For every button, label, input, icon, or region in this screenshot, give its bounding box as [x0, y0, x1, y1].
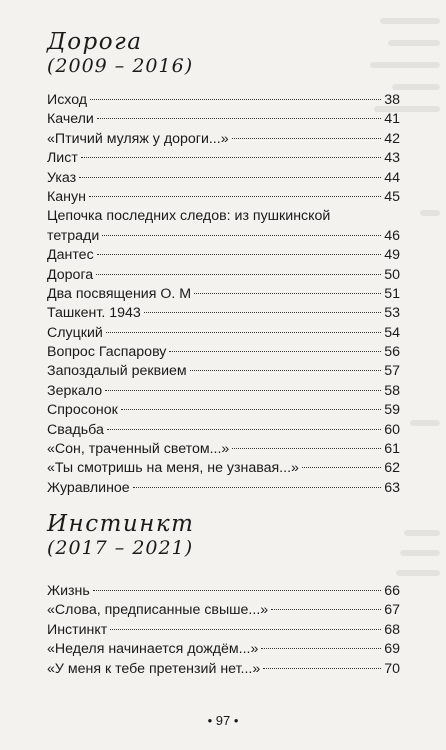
toc-entry[interactable]: [47, 149, 400, 168]
dot-leader: [97, 118, 381, 119]
entry-page: 41: [384, 111, 400, 128]
entry-page: 45: [384, 188, 400, 205]
toc-entry[interactable]: [47, 479, 400, 498]
toc-entry[interactable]: [47, 640, 400, 659]
entry-title: Дантес: [47, 247, 94, 264]
entry-page: 56: [384, 344, 400, 361]
entry-page: 44: [384, 169, 400, 186]
entry-page: 61: [384, 441, 400, 458]
section-years: (2017 – 2021): [47, 537, 194, 559]
dot-leader: [261, 648, 381, 649]
toc-entry[interactable]: [47, 440, 400, 459]
toc-list-instinkt: [47, 582, 400, 679]
entry-title: Дорога: [47, 266, 94, 283]
entry-page: 54: [384, 324, 400, 341]
entry-page: 58: [384, 382, 400, 399]
entry-title: Журавлиное: [47, 479, 130, 496]
entry-page: 67: [384, 602, 400, 619]
entry-title: «Сон, траченный светом...»: [47, 441, 230, 458]
dot-leader: [106, 332, 381, 333]
dot-leader: [93, 590, 381, 591]
section-heading-instinkt: [47, 512, 194, 559]
entry-title: Лист: [47, 150, 78, 167]
toc-entry[interactable]: [47, 304, 400, 323]
toc-entry[interactable]: [47, 582, 400, 601]
entry-page: 53: [384, 305, 400, 322]
dot-leader: [194, 293, 381, 294]
toc-entry[interactable]: [47, 266, 400, 285]
dot-leader: [144, 312, 381, 313]
entry-title: Исход: [47, 92, 88, 108]
dot-leader: [105, 390, 381, 391]
entry-title: Канун: [47, 188, 86, 205]
dot-leader: [89, 196, 381, 197]
entry-page: 66: [384, 583, 400, 599]
toc-entry[interactable]: [47, 207, 400, 246]
dot-leader: [110, 629, 381, 630]
dot-leader: [133, 487, 382, 488]
dot-leader: [263, 668, 381, 669]
entry-title: Жизнь: [47, 583, 90, 599]
entry-page: 42: [384, 130, 400, 147]
toc-entry[interactable]: [47, 362, 400, 381]
entry-title: Слуцкий: [47, 324, 103, 341]
toc-entry[interactable]: [47, 188, 400, 207]
entry-title: Зеркало: [47, 382, 103, 399]
dot-leader: [302, 467, 381, 468]
toc-entry[interactable]: [47, 285, 400, 304]
dot-leader: [232, 448, 381, 449]
dot-leader: [121, 409, 381, 410]
toc-entry[interactable]: [47, 401, 400, 420]
entry-page: 51: [384, 285, 400, 302]
entry-title-line1: Цепочка последних следов: из пушкинской: [47, 208, 331, 225]
dot-leader: [232, 138, 382, 139]
toc-entry[interactable]: [47, 246, 400, 265]
toc-entry[interactable]: [47, 343, 400, 362]
entry-title: Ташкент. 1943: [47, 305, 141, 322]
toc-entry[interactable]: [47, 130, 400, 149]
toc-entry[interactable]: [47, 324, 400, 343]
toc-entry[interactable]: [47, 169, 400, 188]
entry-title: Запоздалый реквием: [47, 363, 187, 380]
entry-title: Указ: [47, 169, 77, 186]
entry-page: 59: [384, 402, 400, 419]
toc-entry[interactable]: [47, 621, 400, 640]
section-title: Инстинкт: [47, 511, 195, 537]
entry-title: тетради: [47, 227, 100, 244]
dot-leader: [79, 177, 381, 178]
entry-title: Инстинкт: [47, 621, 108, 638]
entry-title: Два посвящения О. М: [47, 285, 192, 302]
entry-title: «У меня к тебе претензий нет...»: [47, 660, 261, 677]
entry-title: «Ты смотришь на меня, не узнавая...»: [47, 460, 299, 477]
entry-page: 68: [384, 621, 400, 638]
toc-entry[interactable]: [47, 382, 400, 401]
entry-page: 38: [384, 92, 400, 108]
entry-page: 70: [384, 660, 400, 677]
dot-leader: [271, 609, 381, 610]
dot-leader: [107, 429, 381, 430]
entry-title: «Птичий муляж у дороги...»: [47, 130, 229, 147]
entry-page: 69: [384, 641, 400, 658]
entry-page: 60: [384, 421, 400, 438]
entry-title: Свадьба: [47, 421, 104, 438]
entry-page: 50: [384, 266, 400, 283]
entry-page: 43: [384, 150, 400, 167]
entry-page: 46: [384, 227, 400, 244]
section-years: (2009 – 2016): [47, 55, 194, 77]
section-title: Дорога: [47, 29, 143, 55]
dot-leader: [96, 274, 381, 275]
entry-page: 57: [384, 363, 400, 380]
entry-page: 62: [384, 460, 400, 477]
toc-entry[interactable]: [47, 110, 400, 129]
toc-entry[interactable]: [47, 91, 400, 110]
section-heading-doroga: [47, 30, 193, 77]
toc-entry[interactable]: [47, 601, 400, 620]
entry-title: Вопрос Гаспарову: [47, 344, 167, 361]
entry-title: Спросонок: [47, 402, 118, 419]
toc-entry[interactable]: [47, 421, 400, 440]
dot-leader: [90, 99, 381, 100]
dot-leader: [102, 235, 381, 236]
entry-page: 49: [384, 247, 400, 264]
toc-list-doroga: [47, 91, 400, 498]
toc-entry[interactable]: [47, 660, 400, 679]
dot-leader: [97, 254, 382, 255]
entry-title: «Неделя начинается дождём...»: [47, 641, 259, 658]
page-number: • 97 •: [207, 713, 239, 728]
entry-title: «Слова, предписанные свыше...»: [47, 602, 269, 619]
dot-leader: [169, 351, 381, 352]
dot-leader: [190, 370, 382, 371]
toc-entry[interactable]: [47, 459, 400, 478]
entry-page: 63: [384, 479, 400, 496]
entry-title: Качели: [47, 111, 94, 128]
dot-leader: [81, 157, 381, 158]
